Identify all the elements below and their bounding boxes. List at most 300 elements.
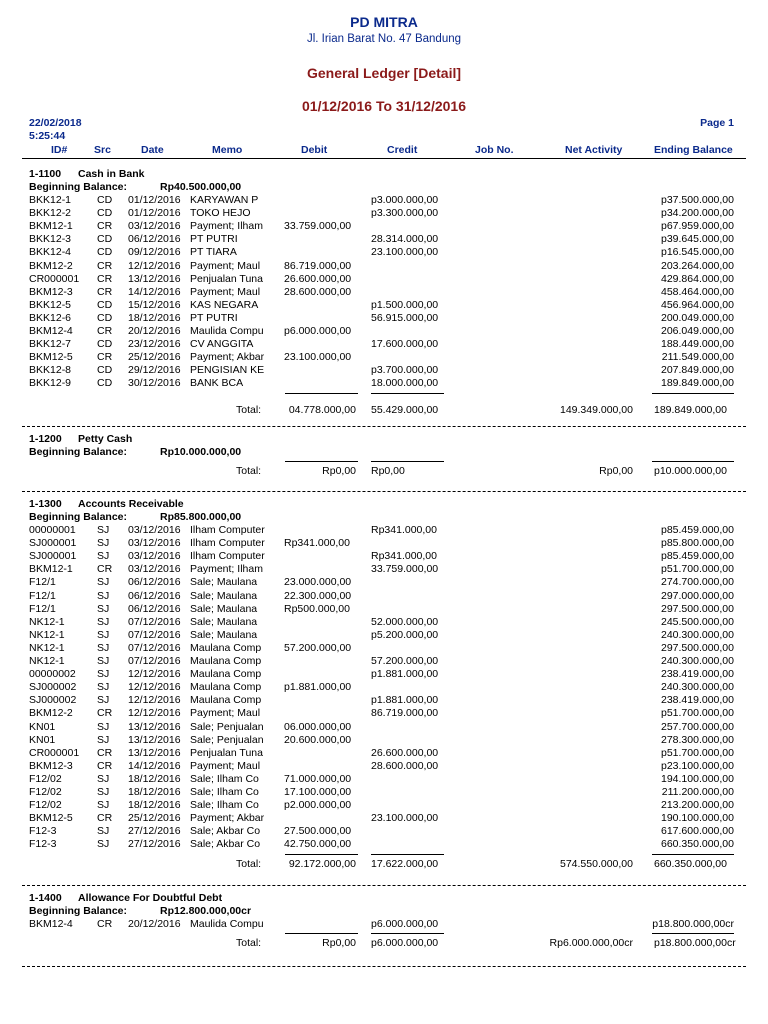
- total-net-activity: 574.550.000,00: [560, 857, 633, 870]
- entry-date: 25/12/2016: [128, 351, 181, 364]
- entry-ending-balance: 190.100.000,00: [661, 812, 734, 825]
- entry-memo: Ilham Computer: [190, 550, 265, 563]
- entry-credit: 18.000.000,00: [371, 377, 439, 390]
- entry-debit: Rp500.000,00: [284, 602, 350, 615]
- entry-date: 25/12/2016: [128, 812, 181, 825]
- total-label: Total:: [236, 857, 262, 870]
- entry-date: 18/12/2016: [128, 799, 181, 812]
- entry-memo: Sale; Ilham Co: [190, 799, 259, 812]
- entry-memo: Sale; Maulana: [190, 589, 258, 602]
- account-number: 1-1400: [29, 892, 62, 904]
- entry-date: 13/12/2016: [128, 733, 181, 746]
- entry-date: 12/12/2016: [128, 694, 181, 707]
- total-label: Total:: [236, 403, 262, 416]
- entry-src: SJ: [97, 524, 110, 536]
- entry-id: BKK12-8: [29, 364, 72, 377]
- beginning-balance-label: Beginning Balance:: [29, 511, 128, 523]
- entry-date: 30/12/2016: [128, 377, 181, 390]
- column-header-id: ID#: [51, 144, 68, 156]
- entry-memo: Payment; Ilham: [190, 563, 263, 576]
- entry-date: 07/12/2016: [128, 628, 181, 641]
- entry-ending-balance: 200.049.000,00: [661, 311, 734, 324]
- column-header-debit: Debit: [301, 144, 328, 156]
- entry-credit: p1.881.000,00: [371, 668, 439, 681]
- debit-total-rule: [285, 854, 358, 855]
- entry-src: CR: [97, 812, 113, 825]
- entry-id: BKM12-5: [29, 812, 73, 825]
- entry-memo: PENGISIAN KE: [190, 364, 265, 377]
- entry-src: CR: [97, 746, 113, 759]
- credit-total-rule: [371, 393, 444, 394]
- entry-id: SJ000002: [29, 681, 77, 694]
- entry-id: SJ000001: [29, 537, 77, 550]
- entry-src: CR: [97, 220, 113, 233]
- entry-date: 18/12/2016: [128, 786, 181, 798]
- entry-date: 06/12/2016: [128, 589, 181, 602]
- page-number: Page 1: [700, 117, 734, 129]
- entry-credit: p1.500.000,00: [371, 298, 439, 311]
- entry-src: SJ: [97, 537, 110, 550]
- entry-memo: Sale; Maulana: [190, 628, 258, 641]
- entry-ending-balance: 274.700.000,00: [661, 576, 734, 589]
- entry-id: F12/1: [29, 589, 56, 602]
- column-header-job: Job No.: [475, 144, 514, 156]
- entry-date: 20/12/2016: [128, 325, 181, 337]
- entry-id: BKM12-1: [29, 563, 73, 576]
- entry-memo: Payment; Akbar: [190, 812, 265, 825]
- entry-id: BKK12-6: [29, 311, 72, 324]
- entry-memo: Payment; Akbar: [190, 351, 265, 364]
- column-header-net-activity: Net Activity: [565, 144, 623, 156]
- entry-credit: p3.700.000,00: [371, 364, 439, 377]
- entry-memo: PT TIARA: [190, 246, 237, 259]
- entry-ending-balance: 203.264.000,00: [661, 259, 734, 272]
- entry-src: CR: [97, 759, 113, 772]
- entry-credit: 57.200.000,00: [371, 655, 439, 667]
- entry-src: CR: [97, 563, 113, 576]
- entry-src: SJ: [97, 589, 110, 602]
- entry-id: F12/02: [29, 772, 62, 785]
- entry-memo: Sale; Penjualan: [190, 720, 264, 733]
- entry-src: CD: [97, 207, 113, 220]
- entry-memo: Payment; Maul: [190, 707, 261, 720]
- entry-id: NK12-1: [29, 641, 65, 654]
- total-net-activity: 149.349.000,00: [560, 403, 633, 416]
- entry-date: 12/12/2016: [128, 681, 181, 694]
- entry-memo: Maulana Comp: [190, 694, 262, 707]
- entry-memo: Payment; Maul: [190, 259, 261, 272]
- credit-total-rule: [371, 854, 444, 855]
- entry-memo: Maulana Comp: [190, 641, 262, 654]
- company-address: Jl. Irian Barat No. 47 Bandung: [306, 33, 462, 45]
- entry-id: BKK12-9: [29, 377, 72, 390]
- entry-memo: Sale; Penjualan: [190, 733, 264, 746]
- entry-id: F12/1: [29, 602, 56, 615]
- entry-debit: p1.881.000,00: [284, 681, 352, 694]
- entry-ending-balance: 617.600.000,00: [661, 825, 734, 838]
- entry-src: SJ: [97, 720, 110, 733]
- entry-memo: Maulida Compu: [190, 325, 264, 337]
- entry-id: KN01: [29, 733, 56, 746]
- entry-date: 13/12/2016: [128, 720, 181, 733]
- entry-date: 14/12/2016: [128, 285, 181, 298]
- entry-ending-balance: 297.500.000,00: [661, 641, 734, 654]
- entry-debit: 57.200.000,00: [284, 641, 352, 654]
- entry-date: 06/12/2016: [128, 602, 181, 615]
- entry-credit: 28.600.000,00: [371, 759, 439, 772]
- section-separator: [22, 426, 746, 427]
- entry-date: 07/12/2016: [128, 655, 181, 667]
- entry-id: SJ000001: [29, 550, 77, 563]
- entry-date: 27/12/2016: [128, 838, 181, 851]
- section-separator: [22, 966, 746, 967]
- entry-memo: KARYAWAN P: [190, 194, 259, 206]
- beginning-balance-label: Beginning Balance:: [29, 181, 128, 193]
- entry-memo: Maulida Compu: [190, 918, 264, 930]
- beginning-balance-value: Rp12.800.000,00cr: [160, 905, 252, 917]
- entry-ending-balance: p51.700.000,00: [661, 746, 734, 759]
- entry-id: CR000001: [29, 746, 80, 759]
- entry-ending-balance: 429.864.000,00: [661, 272, 734, 285]
- entry-memo: CV ANGGITA: [190, 338, 254, 351]
- entry-date: 03/12/2016: [128, 524, 181, 536]
- entry-date: 07/12/2016: [128, 615, 181, 628]
- entry-src: SJ: [97, 641, 110, 654]
- company-name: PD MITRA: [350, 14, 418, 30]
- entry-date: 09/12/2016: [128, 246, 181, 259]
- entry-id: BKK12-5: [29, 298, 72, 311]
- entry-ending-balance: p39.645.000,00: [661, 233, 734, 246]
- entry-debit: 17.100.000,00: [284, 786, 352, 798]
- entry-ending-balance: p85.459.000,00: [661, 550, 734, 563]
- entry-date: 03/12/2016: [128, 220, 181, 233]
- entry-id: 00000001: [29, 524, 76, 536]
- report-title: General Ledger [Detail]: [306, 65, 462, 81]
- entry-src: CD: [97, 298, 113, 311]
- entry-ending-balance: p37.500.000,00: [661, 194, 734, 206]
- entry-debit: 28.600.000,00: [284, 285, 352, 298]
- total-credit: Rp0,00: [371, 465, 405, 477]
- entry-credit: p3.000.000,00: [371, 194, 439, 206]
- entry-memo: PT PUTRI: [190, 233, 238, 246]
- entry-debit: 26.600.000,00: [284, 272, 352, 285]
- print-time: 5:25:44: [29, 130, 66, 142]
- ending-total-rule: [652, 461, 734, 462]
- entry-debit: 33.759.000,00: [284, 220, 352, 233]
- entry-date: 07/12/2016: [128, 641, 181, 654]
- entry-ending-balance: p67.959.000,00: [661, 220, 734, 233]
- entry-memo: Sale; Ilham Co: [190, 772, 259, 785]
- entry-date: 12/12/2016: [128, 259, 181, 272]
- entry-debit: p2.000.000,00: [284, 799, 352, 812]
- entry-src: SJ: [97, 681, 110, 694]
- account-name: Accounts Receivable: [78, 498, 184, 510]
- entry-date: 12/12/2016: [128, 668, 181, 681]
- beginning-balance-value: Rp10.000.000,00: [160, 446, 242, 458]
- entry-credit: 23.100.000,00: [371, 246, 439, 259]
- entry-date: 15/12/2016: [128, 298, 181, 311]
- entry-ending-balance: 456.964.000,00: [661, 298, 734, 311]
- entry-ending-balance: 297.000.000,00: [661, 589, 734, 602]
- entry-id: BKM12-2: [29, 707, 73, 720]
- entry-debit: 23.100.000,00: [284, 351, 352, 364]
- total-label: Total:: [236, 465, 262, 477]
- entry-id: F12/02: [29, 786, 62, 798]
- entry-credit: Rp341.000,00: [371, 524, 437, 536]
- entry-memo: Penjualan Tuna: [190, 746, 263, 759]
- entry-src: CD: [97, 364, 113, 377]
- total-debit: 92.172.000,00: [288, 857, 356, 870]
- entry-debit: Rp341.000,00: [284, 537, 350, 550]
- entry-memo: Sale; Maulana: [190, 615, 258, 628]
- entry-memo: Payment; Maul: [190, 285, 261, 298]
- entry-memo: KAS NEGARA: [190, 298, 259, 311]
- debit-total-rule: [285, 461, 358, 462]
- entry-src: CR: [97, 272, 113, 285]
- entry-memo: TOKO HEJO: [190, 207, 251, 220]
- account-name: Petty Cash: [78, 433, 133, 445]
- entry-memo: BANK BCA: [190, 377, 244, 390]
- entry-memo: Maulana Comp: [190, 668, 262, 681]
- credit-total-rule: [371, 461, 444, 462]
- entry-ending-balance: 211.549.000,00: [661, 351, 734, 364]
- entry-ending-balance: 257.700.000,00: [661, 720, 734, 733]
- total-debit: Rp0,00: [322, 465, 356, 477]
- debit-total-rule: [285, 393, 358, 394]
- entry-id: BKK12-4: [29, 246, 72, 259]
- entry-src: SJ: [97, 550, 110, 563]
- entry-id: 00000002: [29, 668, 76, 681]
- entry-ending-balance: 278.300.000,00: [661, 733, 734, 746]
- entry-credit: 26.600.000,00: [371, 746, 439, 759]
- column-header-memo: Memo: [212, 144, 243, 156]
- debit-total-rule: [285, 933, 358, 934]
- beginning-balance-label: Beginning Balance:: [29, 446, 128, 458]
- entry-debit: 22.300.000,00: [284, 589, 352, 602]
- entry-src: SJ: [97, 615, 110, 628]
- entry-memo: Maulana Comp: [190, 655, 262, 667]
- entry-src: SJ: [97, 668, 110, 681]
- entry-date: 01/12/2016: [128, 194, 181, 206]
- section-separator: [22, 885, 746, 886]
- entry-date: 27/12/2016: [128, 825, 181, 838]
- entry-ending-balance: 240.300.000,00: [661, 655, 734, 667]
- entry-credit: 28.314.000,00: [371, 233, 439, 246]
- entry-debit: 86.719.000,00: [284, 259, 352, 272]
- total-ending-balance: p10.000.000,00: [654, 465, 727, 477]
- entry-id: BKK12-2: [29, 207, 72, 220]
- entry-date: 12/12/2016: [128, 707, 181, 720]
- total-ending-balance: 660.350.000,00: [654, 857, 727, 870]
- entry-src: SJ: [97, 628, 110, 641]
- entry-id: BKM12-4: [29, 918, 73, 930]
- entry-memo: Payment; Ilham: [190, 220, 263, 233]
- entry-ending-balance: p51.700.000,00: [661, 563, 734, 576]
- account-number: 1-1300: [29, 498, 62, 510]
- entry-memo: Sale; Maulana: [190, 576, 258, 589]
- entry-id: F12/02: [29, 799, 62, 812]
- entry-date: 18/12/2016: [128, 311, 181, 324]
- entry-src: SJ: [97, 799, 110, 812]
- entry-date: 13/12/2016: [128, 272, 181, 285]
- entry-id: KN01: [29, 720, 56, 733]
- entry-ending-balance: 238.419.000,00: [661, 694, 734, 707]
- entry-memo: Ilham Computer: [190, 537, 265, 550]
- entry-src: SJ: [97, 838, 110, 851]
- entry-ending-balance: p23.100.000,00: [661, 759, 734, 772]
- entry-src: SJ: [97, 655, 110, 667]
- entry-ending-balance: p85.800.000,00: [661, 537, 734, 550]
- entry-date: 23/12/2016: [128, 338, 181, 351]
- entry-memo: Ilham Computer: [190, 524, 265, 536]
- entry-src: CD: [97, 311, 113, 324]
- entry-credit: p6.000.000,00: [371, 918, 439, 930]
- entry-src: CR: [97, 918, 113, 930]
- total-debit: 04.778.000,00: [288, 403, 356, 416]
- entry-date: 03/12/2016: [128, 563, 181, 576]
- entry-credit: 52.000.000,00: [371, 615, 439, 628]
- entry-ending-balance: 240.300.000,00: [661, 628, 734, 641]
- entry-id: BKK12-3: [29, 233, 72, 246]
- entry-id: SJ000002: [29, 694, 77, 707]
- entry-id: F12/1: [29, 576, 56, 589]
- column-header-credit: Credit: [387, 144, 418, 156]
- header-rule: [22, 158, 746, 159]
- entry-credit: 33.759.000,00: [371, 563, 439, 576]
- total-net-activity: Rp0,00: [599, 465, 633, 477]
- entry-src: CD: [97, 338, 113, 351]
- entry-id: CR000001: [29, 272, 80, 285]
- entry-src: CR: [97, 707, 113, 720]
- column-header-date: Date: [141, 144, 164, 156]
- account-number: 1-1100: [29, 168, 62, 180]
- entry-src: SJ: [97, 694, 110, 707]
- entry-ending-balance: p16.545.000,00: [661, 246, 734, 259]
- total-credit: p6.000.000,00: [371, 937, 439, 950]
- entry-src: CD: [97, 246, 113, 259]
- beginning-balance-value: Rp40.500.000,00: [160, 181, 242, 193]
- entry-id: F12-3: [29, 838, 57, 851]
- account-name: Allowance For Doubtful Debt: [78, 892, 223, 904]
- entry-id: NK12-1: [29, 628, 65, 641]
- beginning-balance-value: Rp85.800.000,00: [160, 511, 242, 523]
- entry-date: 03/12/2016: [128, 537, 181, 550]
- account-number: 1-1200: [29, 433, 62, 445]
- total-debit: Rp0,00: [322, 937, 356, 950]
- entry-credit: 56.915.000,00: [371, 311, 439, 324]
- total-ending-balance: 189.849.000,00: [654, 403, 727, 416]
- entry-src: SJ: [97, 576, 110, 589]
- entry-ending-balance: 211.200.000,00: [661, 786, 734, 798]
- entry-src: CR: [97, 259, 113, 272]
- ending-total-rule: [652, 854, 734, 855]
- entry-ending-balance: p51.700.000,00: [661, 707, 734, 720]
- column-header-src: Src: [94, 144, 111, 156]
- entry-ending-balance: 660.350.000,00: [661, 838, 734, 851]
- entry-id: BKM12-5: [29, 351, 73, 364]
- entry-ending-balance: 194.100.000,00: [661, 772, 734, 785]
- entry-debit: 20.600.000,00: [284, 733, 352, 746]
- entry-date: 29/12/2016: [128, 364, 181, 377]
- entry-date: 20/12/2016: [128, 918, 181, 930]
- entry-credit: 86.719.000,00: [371, 707, 439, 720]
- entry-memo: Sale; Ilham Co: [190, 786, 259, 798]
- entry-ending-balance: 188.449.000,00: [661, 338, 734, 351]
- entry-credit: 23.100.000,00: [371, 812, 439, 825]
- entry-id: BKK12-1: [29, 194, 72, 206]
- entry-src: SJ: [97, 772, 110, 785]
- ending-total-rule: [652, 393, 734, 394]
- entry-date: 06/12/2016: [128, 576, 181, 589]
- entry-memo: Sale; Maulana: [190, 602, 258, 615]
- entry-id: F12-3: [29, 825, 57, 838]
- entry-debit: 42.750.000,00: [284, 838, 352, 851]
- entry-src: SJ: [97, 602, 110, 615]
- section-separator: [22, 491, 746, 492]
- entry-credit: p5.200.000,00: [371, 628, 439, 641]
- entry-src: CR: [97, 285, 113, 298]
- entry-src: CR: [97, 351, 113, 364]
- entry-date: 13/12/2016: [128, 746, 181, 759]
- entry-credit: p1.881.000,00: [371, 694, 439, 707]
- entry-memo: PT PUTRI: [190, 311, 238, 324]
- entry-memo: Sale; Akbar Co: [190, 825, 261, 838]
- entry-id: BKM12-2: [29, 259, 73, 272]
- entry-ending-balance: p18.800.000,00cr: [652, 918, 734, 930]
- credit-total-rule: [371, 933, 444, 934]
- total-ending-balance: p18.800.000,00cr: [654, 937, 736, 950]
- entry-debit: 71.000.000,00: [284, 772, 352, 785]
- entry-date: 14/12/2016: [128, 759, 181, 772]
- entry-credit: 17.600.000,00: [371, 338, 439, 351]
- entry-ending-balance: 240.300.000,00: [661, 681, 734, 694]
- entry-id: NK12-1: [29, 615, 65, 628]
- total-net-activity: Rp6.000.000,00cr: [549, 937, 633, 950]
- beginning-balance-label: Beginning Balance:: [29, 905, 128, 917]
- entry-memo: Payment; Maul: [190, 759, 261, 772]
- account-name: Cash in Bank: [78, 168, 145, 180]
- entry-debit: 27.500.000,00: [284, 825, 352, 838]
- entry-src: SJ: [97, 786, 110, 798]
- entry-id: BKM12-1: [29, 220, 73, 233]
- total-credit: 55.429.000,00: [371, 403, 439, 416]
- ending-total-rule: [652, 933, 734, 934]
- entry-debit: 23.000.000,00: [284, 576, 352, 589]
- entry-credit: p3.300.000,00: [371, 207, 439, 220]
- entry-id: NK12-1: [29, 655, 65, 667]
- entry-ending-balance: 189.849.000,00: [661, 377, 734, 390]
- entry-src: CD: [97, 194, 113, 206]
- entry-id: BKM12-3: [29, 285, 73, 298]
- entry-debit: 06.000.000,00: [284, 720, 352, 733]
- entry-id: BKM12-4: [29, 325, 73, 337]
- entry-src: SJ: [97, 733, 110, 746]
- entry-memo: Penjualan Tuna: [190, 272, 263, 285]
- entry-credit: Rp341.000,00: [371, 550, 437, 563]
- entry-date: 03/12/2016: [128, 550, 181, 563]
- entry-debit: p6.000.000,00: [284, 325, 352, 337]
- entry-date: 18/12/2016: [128, 772, 181, 785]
- print-date: 22/02/2018: [29, 117, 82, 129]
- entry-id: BKM12-3: [29, 759, 73, 772]
- report-period: 01/12/2016 To 31/12/2016: [302, 98, 466, 114]
- entry-ending-balance: p85.459.000,00: [661, 524, 734, 536]
- total-label: Total:: [236, 937, 262, 950]
- entry-src: CD: [97, 377, 113, 390]
- entry-ending-balance: 207.849.000,00: [661, 364, 734, 377]
- entry-ending-balance: p34.200.000,00: [661, 207, 734, 220]
- entry-ending-balance: 245.500.000,00: [661, 615, 734, 628]
